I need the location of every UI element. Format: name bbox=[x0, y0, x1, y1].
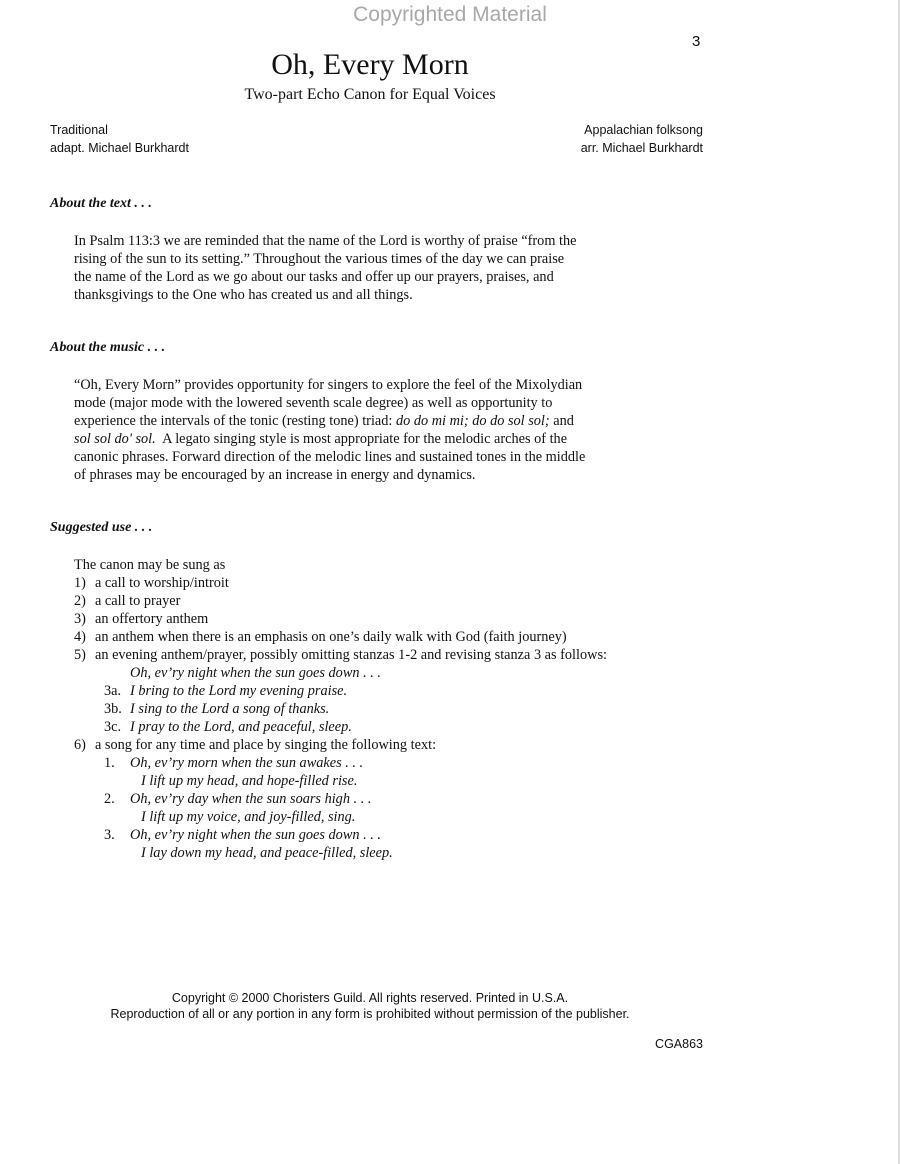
solfege-text: do do mi mi; do do sol sol; bbox=[395, 413, 550, 429]
lyric-text: Oh, ev’ry day when the sun soars high . . . bbox=[130, 791, 372, 807]
page-number: 3 bbox=[692, 33, 701, 50]
paragraph-text: A legato singing style is most appropriate for the melodic arches of the bbox=[155, 431, 568, 447]
text-stanza-line bbox=[74, 808, 694, 826]
list-item bbox=[74, 610, 694, 628]
music-source: Appalachian folksong bbox=[584, 123, 703, 137]
item-text: a call to prayer bbox=[95, 593, 181, 609]
item-number: 6) bbox=[74, 737, 86, 753]
text-source: Traditional bbox=[50, 123, 108, 137]
lyric-text: I sing to the Lord a song of thanks. bbox=[130, 701, 330, 717]
evening-line bbox=[74, 664, 694, 682]
page-title: Oh, Every Morn bbox=[271, 48, 469, 81]
paragraph-line: rising of the sun to its setting.” Throughout the various times of the day we can praise bbox=[74, 251, 565, 267]
paragraph-line: the name of the Lord as we go about our tasks and offer up our prayers, praises, and bbox=[74, 269, 554, 285]
list-item bbox=[74, 592, 694, 610]
item-number: 1) bbox=[74, 575, 86, 591]
page-subtitle: Two-part Echo Canon for Equal Voices bbox=[244, 86, 496, 103]
lyric-text: Oh, ev’ry night when the sun goes down . . . bbox=[130, 827, 381, 843]
item-number: 4) bbox=[74, 629, 86, 645]
item-text: a song for any time and place by singing the following text: bbox=[95, 737, 437, 753]
catalog-number: CGA863 bbox=[655, 1037, 703, 1051]
list-item bbox=[74, 736, 694, 754]
music-credits bbox=[581, 121, 703, 157]
about-music-heading: About the music . . . bbox=[50, 340, 166, 355]
evening-stanza bbox=[74, 682, 694, 700]
paragraph-line: In Psalm 113:3 we are reminded that the name of the Lord is worthy of praise “from the bbox=[74, 233, 577, 249]
reproduction-line: Reproduction of all or any portion in any form is prohibited without permission of the publisher. bbox=[110, 1007, 630, 1021]
item-number: 2) bbox=[74, 593, 86, 609]
stanza-number: 3c. bbox=[104, 719, 122, 735]
text-stanza-line bbox=[74, 772, 694, 790]
copyright-line: Copyright © 2000 Choristers Guild. All rights reserved. Printed in U.S.A. bbox=[171, 991, 569, 1005]
item-text: an anthem when there is an emphasis on one’s daily walk with God (faith journey) bbox=[95, 629, 567, 645]
copyright-notice bbox=[0, 990, 740, 1022]
about-music-paragraph bbox=[74, 376, 674, 484]
item-text: an evening anthem/prayer, possibly omitting stanzas 1-2 and revising stanza 3 as follows: bbox=[95, 647, 608, 663]
lyric-text: I lay down my head, and peace-filled, sleep. bbox=[141, 845, 393, 861]
evening-stanza bbox=[74, 700, 694, 718]
music-arranger: arr. Michael Burkhardt bbox=[580, 141, 703, 155]
item-number: 3) bbox=[74, 611, 86, 627]
lyric-text: Oh, ev’ry morn when the sun awakes . . . bbox=[130, 755, 364, 771]
item-text: an offertory anthem bbox=[95, 611, 209, 627]
evening-stanza bbox=[74, 718, 694, 736]
item-number: 5) bbox=[74, 647, 86, 663]
text-credits bbox=[50, 121, 189, 157]
suggested-use-list bbox=[74, 556, 694, 862]
text-stanza bbox=[74, 754, 694, 772]
paragraph-line: thanksgivings to the One who has created us and all things. bbox=[74, 287, 413, 303]
stanza-number: 3a. bbox=[104, 683, 122, 699]
paragraph-line bbox=[74, 412, 674, 430]
stanza-number: 3b. bbox=[104, 701, 122, 717]
lyric-text: I lift up my head, and hope-filled rise. bbox=[141, 773, 358, 789]
paragraph-line: “Oh, Every Morn” provides opportunity for singers to explore the feel of the Mixolydian bbox=[74, 377, 583, 393]
lyric-text: I lift up my voice, and joy-filled, sing. bbox=[141, 809, 356, 825]
list-item bbox=[74, 574, 694, 592]
text-stanza bbox=[74, 826, 694, 844]
about-text-heading: About the text . . . bbox=[50, 196, 152, 211]
lyric-text: I pray to the Lord, and peaceful, sleep. bbox=[130, 719, 352, 735]
list-intro bbox=[74, 556, 694, 574]
stanza-number: 1. bbox=[104, 755, 115, 771]
text-adapter: adapt. Michael Burkhardt bbox=[50, 141, 189, 155]
paragraph-line bbox=[74, 430, 674, 448]
item-text: a call to worship/introit bbox=[95, 575, 229, 591]
watermark: Copyrighted Material bbox=[353, 3, 547, 26]
list-item bbox=[74, 646, 694, 664]
stanza-number: 3. bbox=[104, 827, 115, 843]
paragraph-line: of phrases may be encouraged by an increase in energy and dynamics. bbox=[74, 467, 476, 483]
stanza-number: 2. bbox=[104, 791, 115, 807]
lyric-text: Oh, ev’ry night when the sun goes down . . . bbox=[130, 665, 381, 681]
text-stanza bbox=[74, 790, 694, 808]
list-item bbox=[74, 628, 694, 646]
paragraph-text: and bbox=[549, 413, 574, 429]
about-text-paragraph bbox=[74, 232, 674, 304]
solfege-text: sol sol do' sol. bbox=[74, 431, 156, 447]
paragraph-text: experience the intervals of the tonic (resting tone) triad: bbox=[74, 413, 396, 429]
lyric-text: I bring to the Lord my evening praise. bbox=[130, 683, 348, 699]
text-stanza-line bbox=[74, 844, 694, 862]
suggested-use-heading: Suggested use . . . bbox=[50, 520, 153, 535]
paragraph-line: canonic phrases. Forward direction of the melodic lines and sustained tones in the middle bbox=[74, 449, 586, 465]
paragraph-line: mode (major mode with the lowered seventh scale degree) as well as opportunity to bbox=[74, 395, 553, 411]
intro-text: The canon may be sung as bbox=[74, 557, 226, 573]
